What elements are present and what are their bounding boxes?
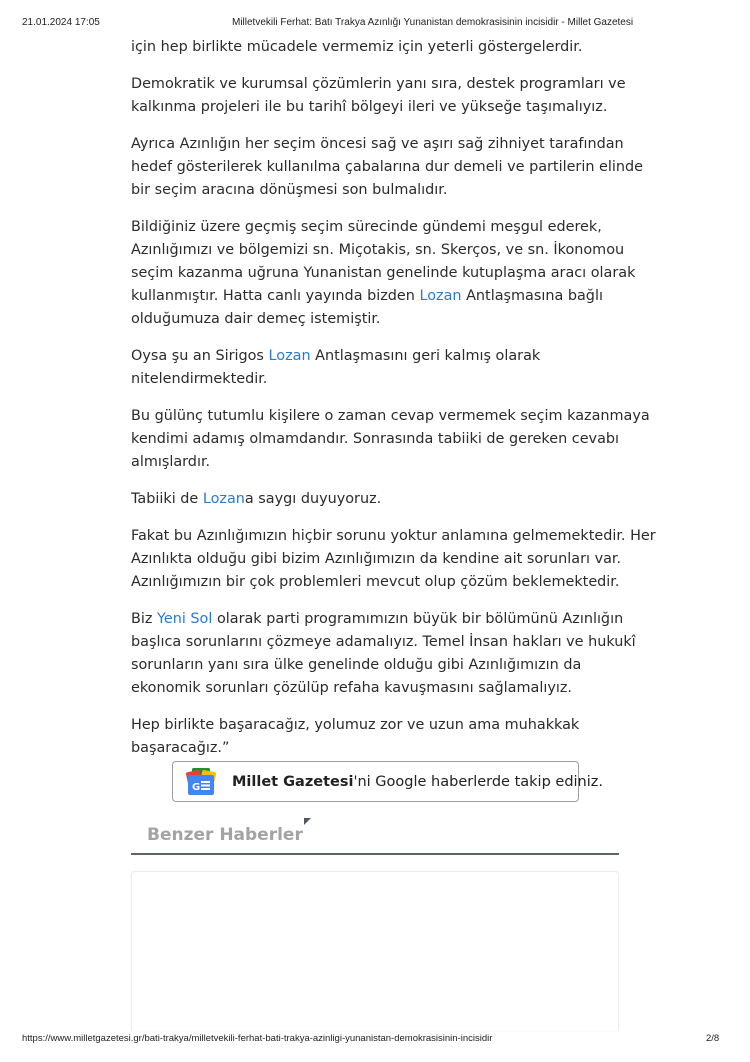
text-segment: olduğumuza dair demeç istemiştir. xyxy=(131,311,381,327)
inline-link[interactable]: Lozan xyxy=(419,288,462,304)
svg-text:G: G xyxy=(192,781,201,793)
text-segment: ekonomik sorunları çözülüp refaha kavuşmasını sağlamalıyız. xyxy=(131,680,572,696)
text-segment: nitelendirmektedir. xyxy=(131,371,268,387)
google-news-follow-text[interactable] xyxy=(232,774,603,790)
article-paragraph xyxy=(131,216,636,331)
text-segment: sorunların yanı sıra ülke genelinde olduğu gibi Azınlığımızın da xyxy=(131,657,582,673)
text-segment: Antlaşmasını geri kalmış olarak xyxy=(310,348,541,364)
paragraph-line xyxy=(131,488,631,511)
print-header xyxy=(0,17,750,31)
text-segment: Demokratik ve kurumsal çözümlerin yanı sıra, destek programları ve xyxy=(131,76,626,92)
paragraph-line xyxy=(131,677,631,700)
text-segment: hedef gösterilerek kullanılma çabalarına dur demeli ve partilerin elinde xyxy=(131,159,643,175)
related-news-title: Benzer Haberler xyxy=(147,825,303,845)
google-news-icon xyxy=(184,767,218,797)
related-news-card[interactable] xyxy=(131,871,619,1031)
article-paragraph xyxy=(131,133,643,202)
paragraph-line xyxy=(131,133,631,156)
text-segment: seçim kazanma uğruna Yunanistan genelinde kutuplaşma aracı olarak xyxy=(131,265,636,281)
article-paragraph xyxy=(131,36,631,59)
text-segment: a saygı duyuyoruz. xyxy=(244,491,382,507)
print-footer xyxy=(0,1033,750,1047)
text-segment: Azınlığımızın bir çok problemleri mevcut olup çözüm beklemektedir. xyxy=(131,574,620,590)
text-segment: Bildiğiniz üzere geçmiş seçim sürecinde gündemi meşgul ederek, xyxy=(131,219,602,235)
text-segment: Antlaşmasına bağlı xyxy=(461,288,603,304)
google-news-follow-banner[interactable] xyxy=(172,761,603,802)
paragraph-line xyxy=(131,654,631,677)
paragraph-line xyxy=(131,737,631,760)
paragraph-line xyxy=(131,96,631,119)
text-segment: başaracağız.” xyxy=(131,740,230,756)
text-segment: Bu gülünç tutumlu kişilere o zaman cevap vermemek seçim kazanmaya xyxy=(131,408,650,424)
text-segment: Tabiiki de xyxy=(131,491,203,507)
print-page-title: Milletvekili Ferhat: Batı Trakya Azınlığı Yunanistan demokrasisinin incisidir - Millet Gazetesi xyxy=(232,17,634,28)
google-news-brand: Millet Gazetesi xyxy=(232,773,354,790)
paragraph-line xyxy=(131,631,636,654)
article-paragraph xyxy=(131,345,631,391)
text-segment: Oysa şu an Sirigos xyxy=(131,348,269,364)
paragraph-line xyxy=(131,156,643,179)
article-paragraph xyxy=(131,488,631,511)
paragraph-line xyxy=(131,345,631,368)
text-segment: almışlardır. xyxy=(131,454,211,470)
text-segment: Hep birlikte başaracağız, yolumuz zor ve uzun ama muhakkak xyxy=(131,717,580,733)
print-page-number: 2/8 xyxy=(706,1033,720,1044)
paragraph-line xyxy=(131,179,631,202)
text-segment: Azınlığımızı ve bölgemizi sn. Miçotakis, sn. Skerços, ve sn. İkonomou xyxy=(131,242,625,258)
text-segment: olarak parti programımızın büyük bir bölümünü Azınlığın xyxy=(212,611,624,627)
article-paragraph xyxy=(131,525,656,594)
paragraph-line xyxy=(131,428,631,451)
paragraph-line xyxy=(131,285,631,308)
inline-link[interactable]: Lozan xyxy=(268,348,311,364)
inline-link[interactable]: Yeni Sol xyxy=(157,611,213,627)
article-paragraph xyxy=(131,608,636,700)
paragraph-line xyxy=(131,308,631,331)
paragraph-line xyxy=(131,714,631,737)
article-paragraph xyxy=(131,405,650,474)
text-segment: Ayrıca Azınlığın her seçim öncesi sağ ve aşırı sağ zihniyet tarafından xyxy=(131,136,624,152)
paragraph-line xyxy=(131,608,631,631)
paragraph-line xyxy=(131,216,631,239)
paragraph-line xyxy=(131,368,631,391)
paragraph-line xyxy=(131,262,636,285)
text-segment: Fakat bu Azınlığımızın hiçbir sorunu yoktur anlamına gelmemektedir. Her xyxy=(131,528,656,544)
text-segment: Biz xyxy=(131,611,157,627)
related-news-header xyxy=(131,815,619,855)
paragraph-line xyxy=(131,525,656,548)
paragraph-line xyxy=(131,405,650,428)
text-segment: için hep birlikte mücadele vermemiz için yeterli göstergelerdir. xyxy=(131,39,583,55)
corner-triangle-icon xyxy=(304,818,311,825)
paragraph-line xyxy=(131,73,631,96)
text-segment: bir seçim aracına dönüşmesi son bulmalıdır. xyxy=(131,182,448,198)
paragraph-line xyxy=(131,239,631,262)
paragraph-line xyxy=(131,548,631,571)
article-paragraph xyxy=(131,73,631,119)
paragraph-line xyxy=(131,451,631,474)
paragraph-line xyxy=(131,36,631,59)
text-segment: kullanmıştır. Hatta canlı yayında bizden xyxy=(131,288,420,304)
article-body xyxy=(131,36,656,774)
article-paragraph xyxy=(131,714,631,760)
paragraph-line xyxy=(131,571,631,594)
text-segment: kalkınma projeleri ile bu tarihî bölgeyi ileri ve yükseğe taşımalıyız. xyxy=(131,99,608,115)
text-segment: başlıca sorunlarını çözmeye adamalıyız. Temel İnsan hakları ve hukukî xyxy=(131,634,636,650)
text-segment: kendimi adamış olmamdandır. Sonrasında tabiiki de gereken cevabı xyxy=(131,431,620,447)
text-segment: Azınlıkta olduğu gibi bizim Azınlığımızın da kendine ait sorunları var. xyxy=(131,551,622,567)
print-url: https://www.milletgazetesi.gr/bati-trakya/milletvekili-ferhat-bati-trakya-azinligi-yunanistan-demokrasisinin-incisidir xyxy=(22,1033,493,1044)
google-news-suffix: 'ni Google haberlerde takip ediniz. xyxy=(353,773,603,790)
inline-link[interactable]: Lozan xyxy=(202,491,245,507)
print-datetime: 21.01.2024 17:05 xyxy=(22,17,100,28)
